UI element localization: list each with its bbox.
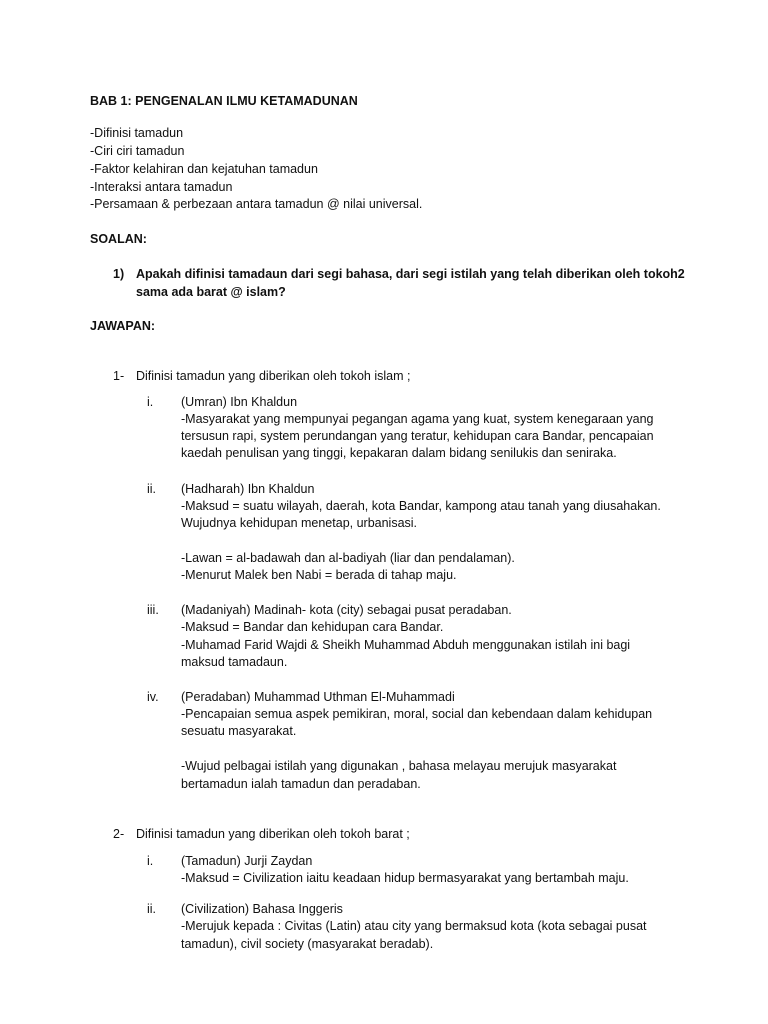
page-title: BAB 1: PENGENALAN ILMU KETAMADUNAN [90,94,358,108]
item-numeral: ii. [147,482,157,496]
item-line: -Maksud = Bandar dan kehidupan cara Bandar. [181,620,444,634]
topic-item: -Faktor kelahiran dan kejatuhan tamadun [90,162,318,176]
item-line: -Maksud = suatu wilayah, daerah, kota Bandar, kampong atau tanah yang diusahakan. [181,499,661,513]
item-line: tersusun rapi, system perundangan yang teratur, kehidupan cara Bandar, pencapaian [181,429,654,443]
item-line: -Pencapaian semua aspek pemikiran, moral, social dan kebendaan dalam kehidupan [181,707,653,721]
topic-item: -Interaksi antara tamadun [90,180,233,194]
item-line: maksud tamadaun. [181,655,288,669]
item-numeral: iii. [147,603,159,617]
item-line: (Tamadun) Jurji Zaydan [181,854,313,868]
item-line: (Madaniyah) Madinah- kota (city) sebagai pusat peradaban. [181,603,512,617]
topic-item: -Difinisi tamadun [90,126,184,140]
item-line: (Umran) Ibn Khaldun [181,395,298,409]
item-line: -Muhamad Farid Wajdi & Sheikh Muhammad Abduh menggunakan istilah ini bagi [181,638,631,652]
item-line: (Civilization) Bahasa Inggeris [181,902,343,916]
item-line: -Lawan = al-badawah dan al-badiyah (liar dan pendalaman). [181,551,515,565]
item-line: -Maksud = Civilization iaitu keadaan hidup bermasyarakat yang bertambah maju. [181,871,629,885]
soalan-heading: SOALAN: [90,232,147,246]
item-numeral: ii. [147,902,157,916]
section-number: 1- [113,369,125,383]
item-line: bertamadun ialah tamadun dan peradaban. [181,777,421,791]
section-heading: Difinisi tamadun yang diberikan oleh tokoh islam ; [136,369,411,383]
item-numeral: i. [147,854,154,868]
question-line: Apakah difinisi tamadaun dari segi bahasa, dari segi istilah yang telah diberikan oleh tokoh2 [136,267,685,281]
item-line: Wujudnya kehidupan menetap, urbanisasi. [181,516,418,530]
section-number: 2- [113,827,125,841]
item-line: -Wujud pelbagai istilah yang digunakan , bahasa melayau merujuk masyarakat [181,759,617,773]
item-line: (Peradaban) Muhammad Uthman El-Muhammadi [181,690,455,704]
jawapan-heading: JAWAPAN: [90,319,156,333]
item-line: kaedah penulisan yang tinggi, kepakaran dalam bidang senilukis dan seniraka. [181,446,617,460]
item-line: tamadun), civil society (masyarakat beradab). [181,937,434,951]
question-number: 1) [113,267,125,281]
item-line: (Hadharah) Ibn Khaldun [181,482,315,496]
item-line: -Masyarakat yang mempunyai pegangan agama yang kuat, system kenegaraan yang [181,412,654,426]
topic-item: -Ciri ciri tamadun [90,144,185,158]
item-line: -Menurut Malek ben Nabi = berada di tahap maju. [181,568,457,582]
item-numeral: iv. [147,690,159,704]
item-line: sesuatu masyarakat. [181,724,297,738]
section-heading: Difinisi tamadun yang diberikan oleh tokoh barat ; [136,827,410,841]
topic-item: -Persamaan & perbezaan antara tamadun @ nilai universal. [90,197,423,211]
item-line: -Merujuk kepada : Civitas (Latin) atau city yang bermaksud kota (kota sebagai pusat [181,919,647,933]
question-line: sama ada barat @ islam? [136,285,286,299]
item-numeral: i. [147,395,154,409]
